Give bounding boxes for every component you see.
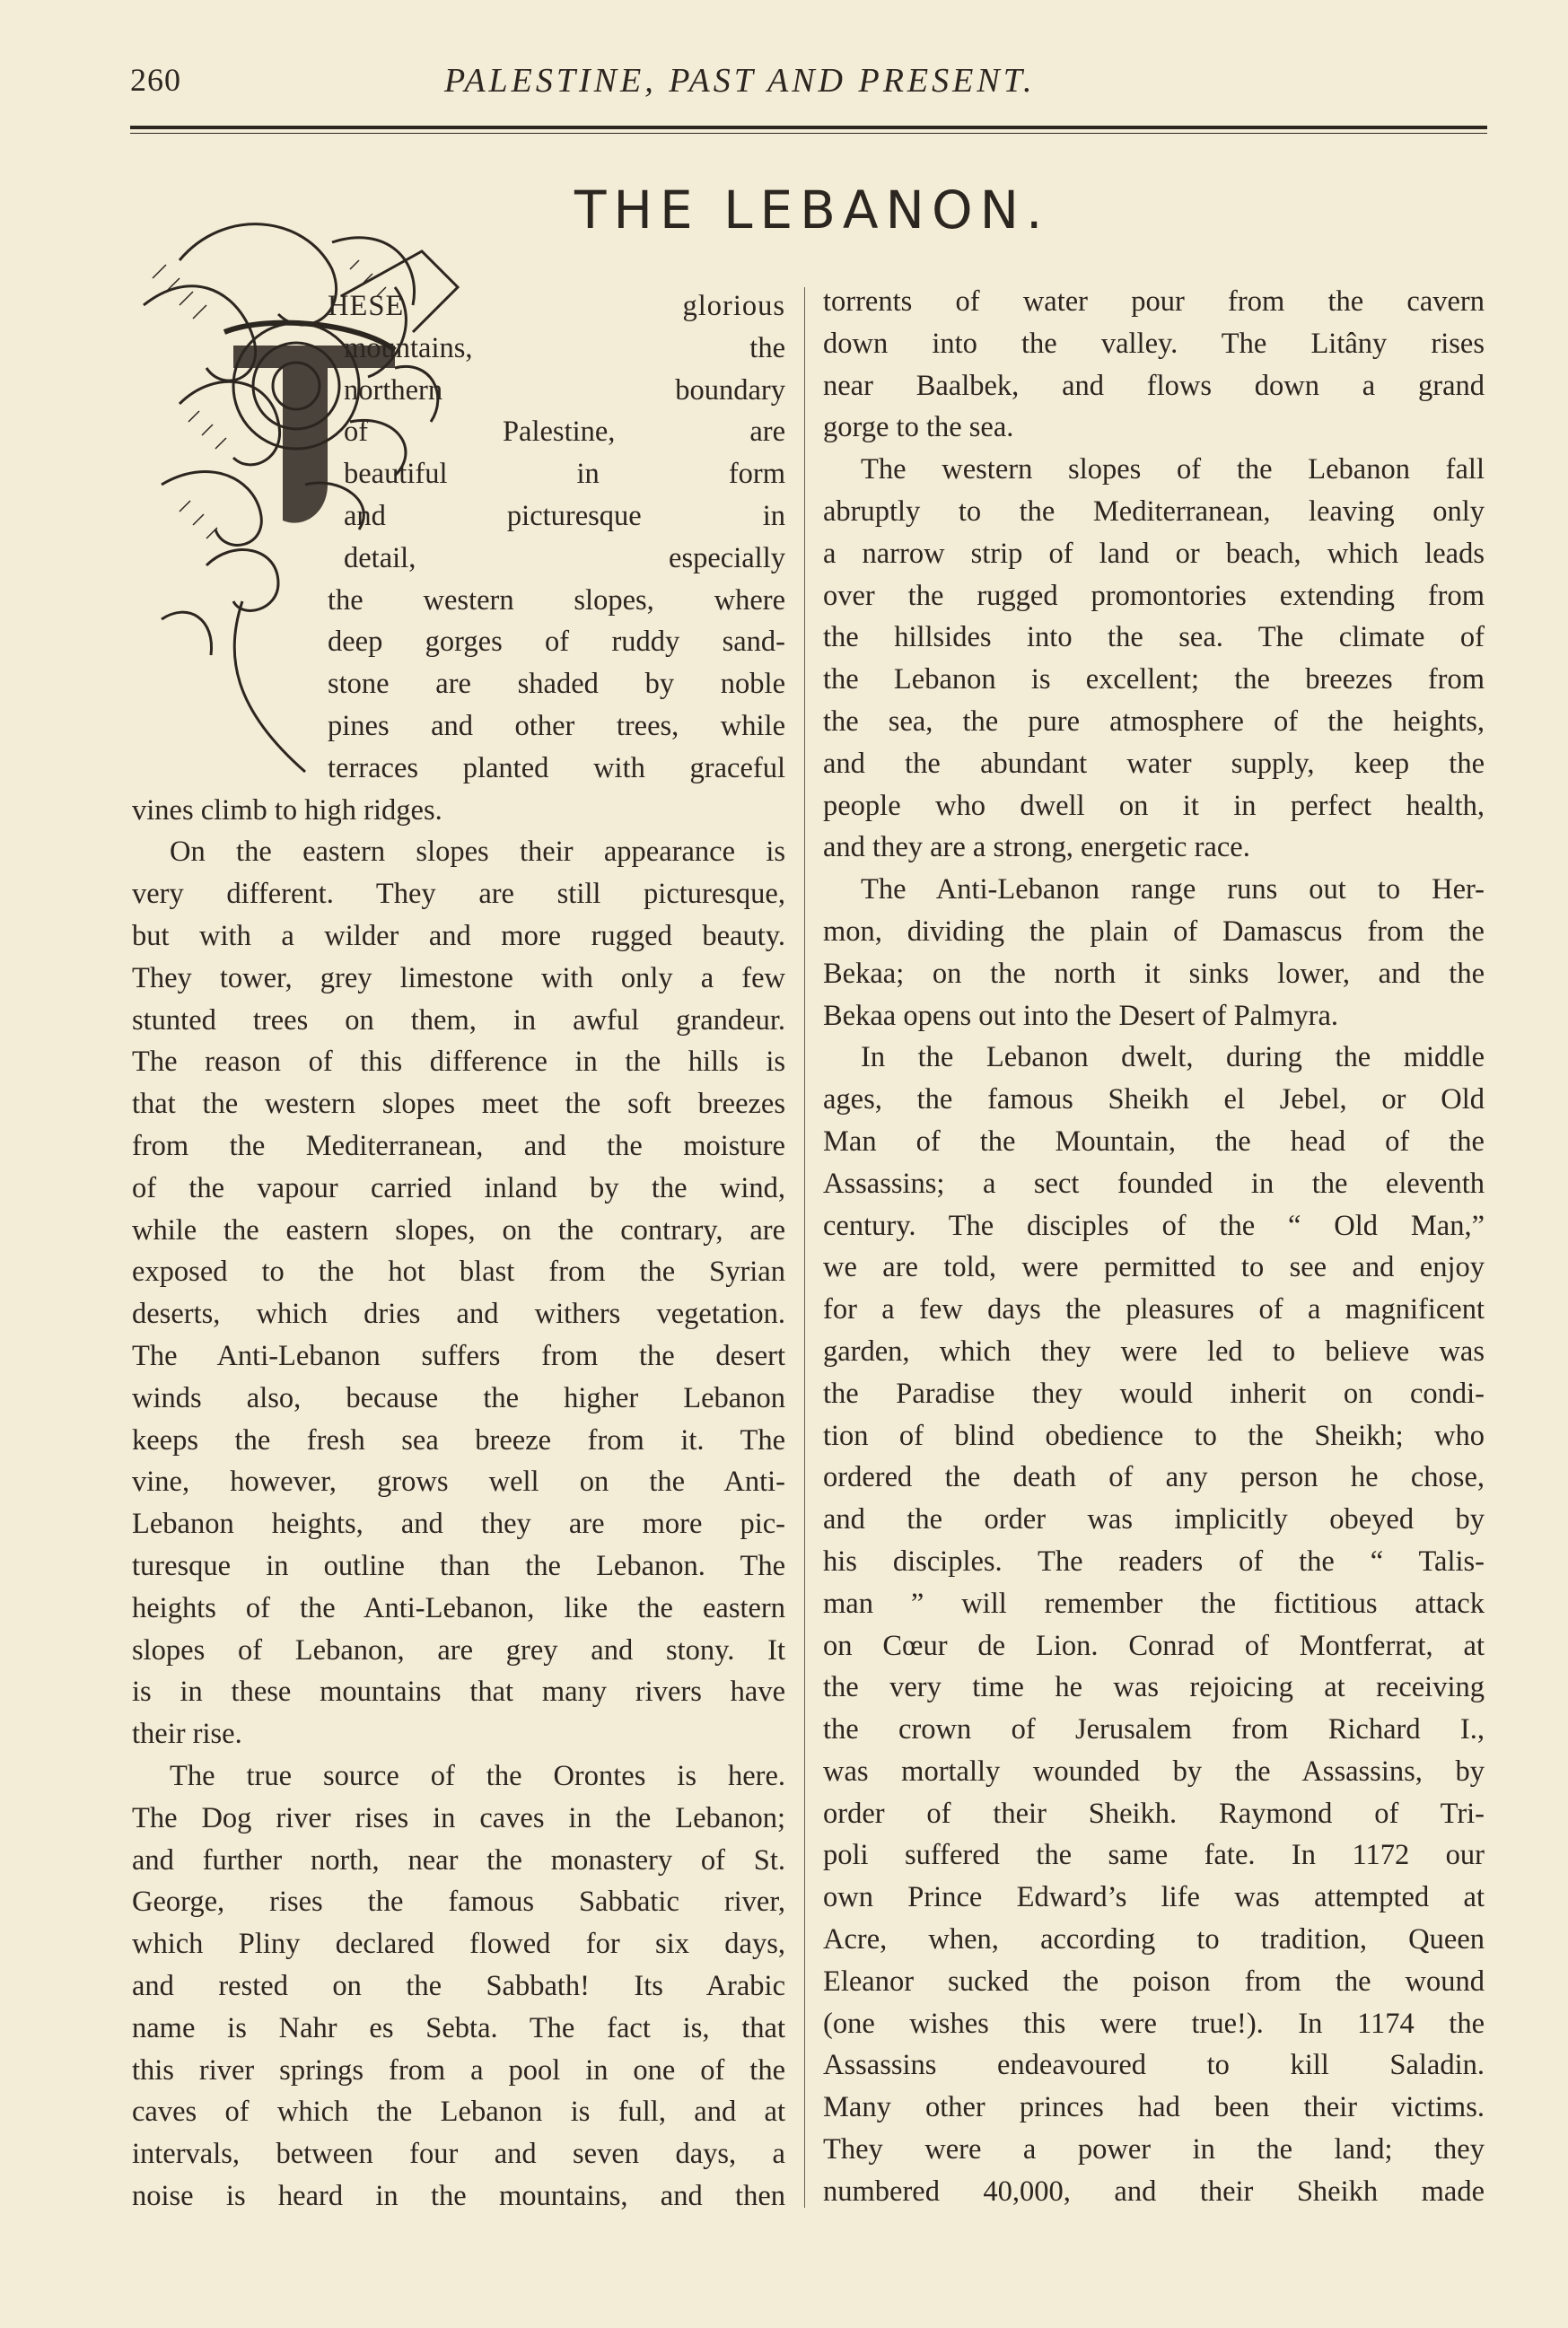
text-line: intervals, between four and seven days, a xyxy=(132,2138,785,2171)
text-line: poli suffered the same fate. In 1172 our xyxy=(823,1839,1485,1872)
column-divider xyxy=(804,287,805,2208)
text-line: They tower, grey limestone with only a few xyxy=(132,961,785,994)
text-line: down into the valley. The Litâny rises xyxy=(823,327,1485,360)
text-line: the crown of Jerusalem from Richard I., xyxy=(823,1713,1485,1746)
text-line: The Anti-Lebanon suffers from the desert xyxy=(132,1339,785,1372)
left-column-wrap xyxy=(328,285,785,580)
text-line: tion of blind obedience to the Sheikh; who xyxy=(823,1419,1485,1452)
page-number: 260 xyxy=(130,62,181,98)
text-line: torrents of water pour from the cavern xyxy=(823,285,1485,318)
text-line: Many other princes had been their victims. xyxy=(823,2091,1485,2124)
text-line: was mortally wounded by the Assassins, by xyxy=(823,1755,1485,1788)
text-line: a narrow strip of land or beach, which leads xyxy=(823,537,1485,570)
text-line: order of their Sheikh. Raymond of Tri- xyxy=(823,1797,1485,1830)
text-line: stunted trees on them, in awful grandeur. xyxy=(132,1003,785,1037)
text-line: mon, dividing the plain of Damascus from the xyxy=(823,915,1485,948)
text-line: pines and other trees, while xyxy=(328,709,785,742)
text-line: slopes of Lebanon, are grey and stony. It xyxy=(132,1633,785,1667)
text-line: Assassins; a sect founded in the eleventh xyxy=(823,1167,1485,1200)
text-line: The true source of the Orontes is here. xyxy=(170,1759,785,1792)
right-column xyxy=(823,281,1485,2213)
text-line: and the order was implicitly obeyed by xyxy=(823,1503,1485,1536)
text-line: caves of which the Lebanon is full, and at xyxy=(132,2096,785,2129)
chapter-heading: THE LEBANON. xyxy=(574,179,1050,241)
text-line: abruptly to the Mediterranean, leaving only xyxy=(823,494,1485,528)
text-line: numbered 40,000, and their Sheikh made xyxy=(823,2175,1485,2208)
text-line: his disciples. The readers of the “ Talis- xyxy=(823,1545,1485,1578)
text-line: people who dwell on it in perfect health, xyxy=(823,789,1485,822)
text-line: Man of the Mountain, the head of the xyxy=(823,1125,1485,1158)
text-line: northern boundary xyxy=(344,373,785,407)
text-line: garden, which they were led to believe was xyxy=(823,1335,1485,1368)
text-line: (one wishes this were true!). In 1174 the xyxy=(823,2007,1485,2040)
text-line: ages, the famous Sheikh el Jebel, or Old xyxy=(823,1083,1485,1116)
text-line: the hillsides into the sea. The climate of xyxy=(823,621,1485,654)
text-line: Bekaa; on the north it sinks lower, and the xyxy=(823,957,1485,990)
text-line: The reason of this difference in the hills is xyxy=(132,1046,785,1079)
text-line: that the western slopes meet the soft breezes xyxy=(132,1088,785,1121)
text-line: over the rugged promontories extending from xyxy=(823,579,1485,612)
text-line: keeps the fresh sea breeze from it. The xyxy=(132,1423,785,1457)
text-line: winds also, because the higher Lebanon xyxy=(132,1381,785,1414)
text-line: Acre, when, according to tradition, Queen xyxy=(823,1923,1485,1956)
text-line: HESE glorious xyxy=(328,290,785,322)
text-line: the Paradise they would inherit on condi- xyxy=(823,1377,1485,1410)
text-line: vine, however, grows well on the Anti- xyxy=(132,1466,785,1499)
running-header xyxy=(130,61,1485,111)
text-line: and they are a strong, energetic race. xyxy=(823,831,1250,864)
text-line: ordered the death of any person he chose, xyxy=(823,1461,1485,1494)
text-line: and picturesque in xyxy=(344,499,785,532)
text-line: exposed to the hot blast from the Syrian xyxy=(132,1256,785,1289)
text-line: On the eastern slopes their appearance is xyxy=(170,836,785,869)
text-line: deep gorges of ruddy sand- xyxy=(328,626,785,659)
left-column-wrap-lower xyxy=(328,580,785,790)
text-line: turesque in outline than the Lebanon. The xyxy=(132,1549,785,1582)
text-line: The Dog river rises in caves in the Lebanon; xyxy=(132,1801,785,1834)
text-line: deserts, which dries and withers vegetation. xyxy=(132,1298,785,1331)
text-line: man ” will remember the fictitious attack xyxy=(823,1587,1485,1620)
text-line: noise is heard in the mountains, and then xyxy=(132,2179,785,2212)
text-line: their rise. xyxy=(132,1718,242,1751)
text-line: beautiful in form xyxy=(344,458,785,491)
text-line: They were a power in the land; they xyxy=(823,2133,1485,2166)
text-line: gorge to the sea. xyxy=(823,411,1014,444)
text-line: George, rises the famous Sabbatic river, xyxy=(132,1886,785,1919)
text-line: the western slopes, where xyxy=(328,583,785,617)
text-line: for a few days the pleasures of a magnificent xyxy=(823,1293,1485,1326)
text-line: The western slopes of the Lebanon fall xyxy=(861,453,1485,486)
text-line: Eleanor sucked the poison from the wound xyxy=(823,1965,1485,1998)
running-title: PALESTINE, PAST AND PRESENT. xyxy=(444,62,1036,100)
text-line: mountains, the xyxy=(344,331,785,364)
text-line: the very time he was rejoicing at receiving xyxy=(823,1671,1485,1704)
text-line: century. The disciples of the “ Old Man,” xyxy=(823,1209,1485,1242)
text-line: and rested on the Sabbath! Its Arabic xyxy=(132,1969,785,2002)
text-line: Bekaa opens out into the Desert of Palmyra. xyxy=(823,999,1339,1032)
text-line: name is Nahr es Sebta. The fact is, that xyxy=(132,2011,785,2044)
header-rule xyxy=(130,126,1487,129)
text-line: is in these mountains that many rivers have xyxy=(132,1676,785,1709)
text-line: Lebanon heights, and they are more pic- xyxy=(132,1508,785,1541)
text-line: heights of the Anti-Lebanon, like the eastern xyxy=(132,1591,785,1624)
text-line: the sea, the pure atmosphere of the heights, xyxy=(823,705,1485,738)
text-line: stone are shaded by noble xyxy=(328,668,785,701)
text-line: vines climb to high ridges. xyxy=(132,793,442,827)
text-line: near Baalbek, and flows down a grand xyxy=(823,369,1485,402)
text-line: this river springs from a pool in one of the xyxy=(132,2053,785,2087)
text-line: The Anti-Lebanon range runs out to Her- xyxy=(861,873,1485,906)
text-line: from the Mediterranean, and the moisture xyxy=(132,1129,785,1162)
text-line: which Pliny declared flowed for six days, xyxy=(132,1928,785,1961)
text-line: and further north, near the monastery of St. xyxy=(132,1843,785,1877)
text-line: very different. They are still picturesque, xyxy=(132,878,785,911)
text-line: terraces planted with graceful xyxy=(328,751,785,784)
left-column xyxy=(132,790,785,2218)
text-line: of the vapour carried inland by the wind, xyxy=(132,1171,785,1204)
header-rule-thin xyxy=(130,133,1487,134)
text-line: but with a wilder and more rugged beauty. xyxy=(132,919,785,952)
text-line: on Cœur de Lion. Conrad of Montferrat, at xyxy=(823,1629,1485,1662)
text-line: while the eastern slopes, on the contrary, are xyxy=(132,1213,785,1247)
text-line: of Palestine, are xyxy=(344,416,785,449)
text-line: Assassins endeavoured to kill Saladin. xyxy=(823,2049,1485,2082)
text-line: In the Lebanon dwelt, during the middle xyxy=(861,1041,1485,1074)
text-line: and the abundant water supply, keep the xyxy=(823,747,1485,780)
text-line: we are told, were permitted to see and enjoy xyxy=(823,1251,1485,1284)
text-line: detail, especially xyxy=(344,541,785,574)
text-line: own Prince Edward’s life was attempted at xyxy=(823,1881,1485,1914)
text-line: the Lebanon is excellent; the breezes from xyxy=(823,663,1485,696)
